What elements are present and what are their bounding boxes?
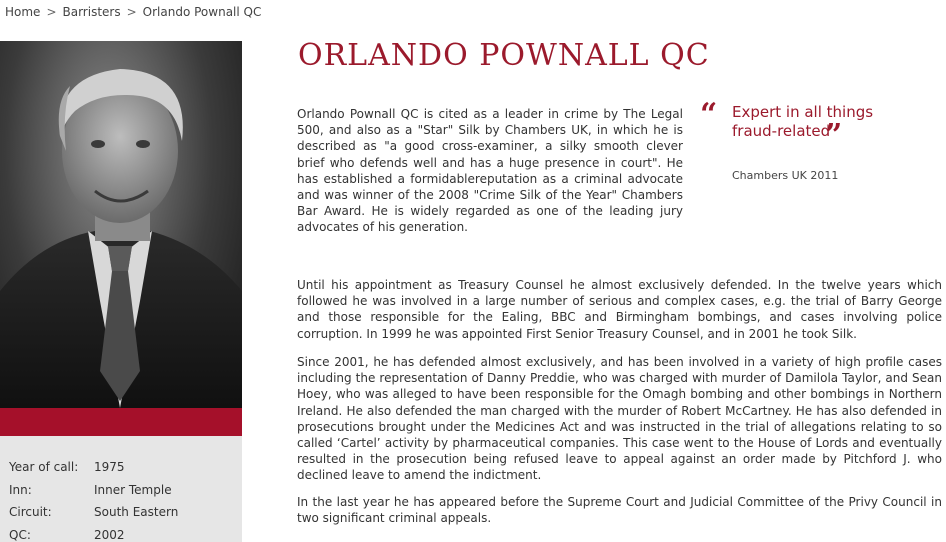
detail-label: Circuit: — [9, 505, 52, 519]
quote-source: Chambers UK 2011 — [732, 169, 839, 182]
detail-label: QC: — [9, 528, 31, 542]
profile-red-bar — [0, 408, 242, 436]
detail-value: Inner Temple — [94, 483, 172, 497]
breadcrumb-home-link[interactable]: Home — [5, 5, 41, 19]
detail-value: 1975 — [94, 460, 125, 474]
body-paragraph: In the last year he has appeared before the Supreme Court and Judicial Committee of the Privy Council in two significant criminal appeals. — [297, 495, 942, 526]
body-paragraph: Until his appointment as Treasury Counsel he almost exclusively defended. In the twelve years which followed he was involved in a large number of serious and complex cases, e.g. the trial of Barry George and those responsible for the Ealing, BBC and Birmingham bombings, and cases involving police corruption. In 1999 he was appointed First Senior Treasury Counsel, and in 2001 he took Silk. — [297, 278, 942, 341]
barrister-portrait — [0, 41, 242, 408]
close-quote-icon: ” — [825, 118, 843, 153]
page-title: ORLANDO POWNALL QC — [298, 38, 710, 73]
breadcrumb-current: Orlando Pownall QC — [142, 5, 262, 19]
detail-value: 2002 — [94, 528, 125, 542]
barrister-details — [0, 436, 242, 542]
detail-label: Year of call: — [9, 460, 79, 474]
detail-row-circuit — [9, 505, 178, 519]
open-quote-icon: “ — [700, 97, 718, 132]
detail-value: South Eastern — [94, 505, 179, 519]
detail-row-qc — [9, 528, 125, 542]
portrait-image — [0, 41, 242, 408]
breadcrumb-separator: > — [46, 5, 57, 19]
detail-row-inn — [9, 483, 172, 497]
quote-text: Expert in all things fraud-related — [732, 103, 874, 140]
breadcrumb — [5, 3, 261, 21]
detail-label: Inn: — [9, 483, 32, 497]
intro-paragraph: Orlando Pownall QC is cited as a leader in crime by The Legal 500, and also as a "Star" Silk by Chambers UK, in which he is described as "a good cross-examiner, a silky smooth clever brief who defends well and has a huge presence in court". He has established a formidablereputation as a criminal advocate and was winner of the 2008 "Crime Silk of the Year" Chambers Bar Award. He is widely regarded as one of the leading jury advocates of his generation. — [297, 107, 683, 235]
detail-row-year-of-call — [9, 460, 125, 474]
breadcrumb-separator: > — [126, 5, 137, 19]
body-paragraph: Since 2001, he has defended almost exclusively, and has been involved in a variety of high profile cases including the representation of Danny Preddie, who was charged with murder of Damilola Taylor, and Sean Hoey, who was alleged to have been responsible for the Omagh bombing and other bombings in Northern Ireland. He also defended the man charged with the murder of Robert McCartney. He has also defended in prosecutions brought under the Medicines Act and was instructed in the trial of allegations relating to so called ‘Cartel’ activity by pharmaceutical companies. This case went to the House of Lords and eventually resulted in the prosecution being refused leave to appeal against an order made by Pitchford J. who declined leave to amend the indictment. — [297, 355, 942, 483]
breadcrumb-barristers-link[interactable]: Barristers — [62, 5, 121, 19]
